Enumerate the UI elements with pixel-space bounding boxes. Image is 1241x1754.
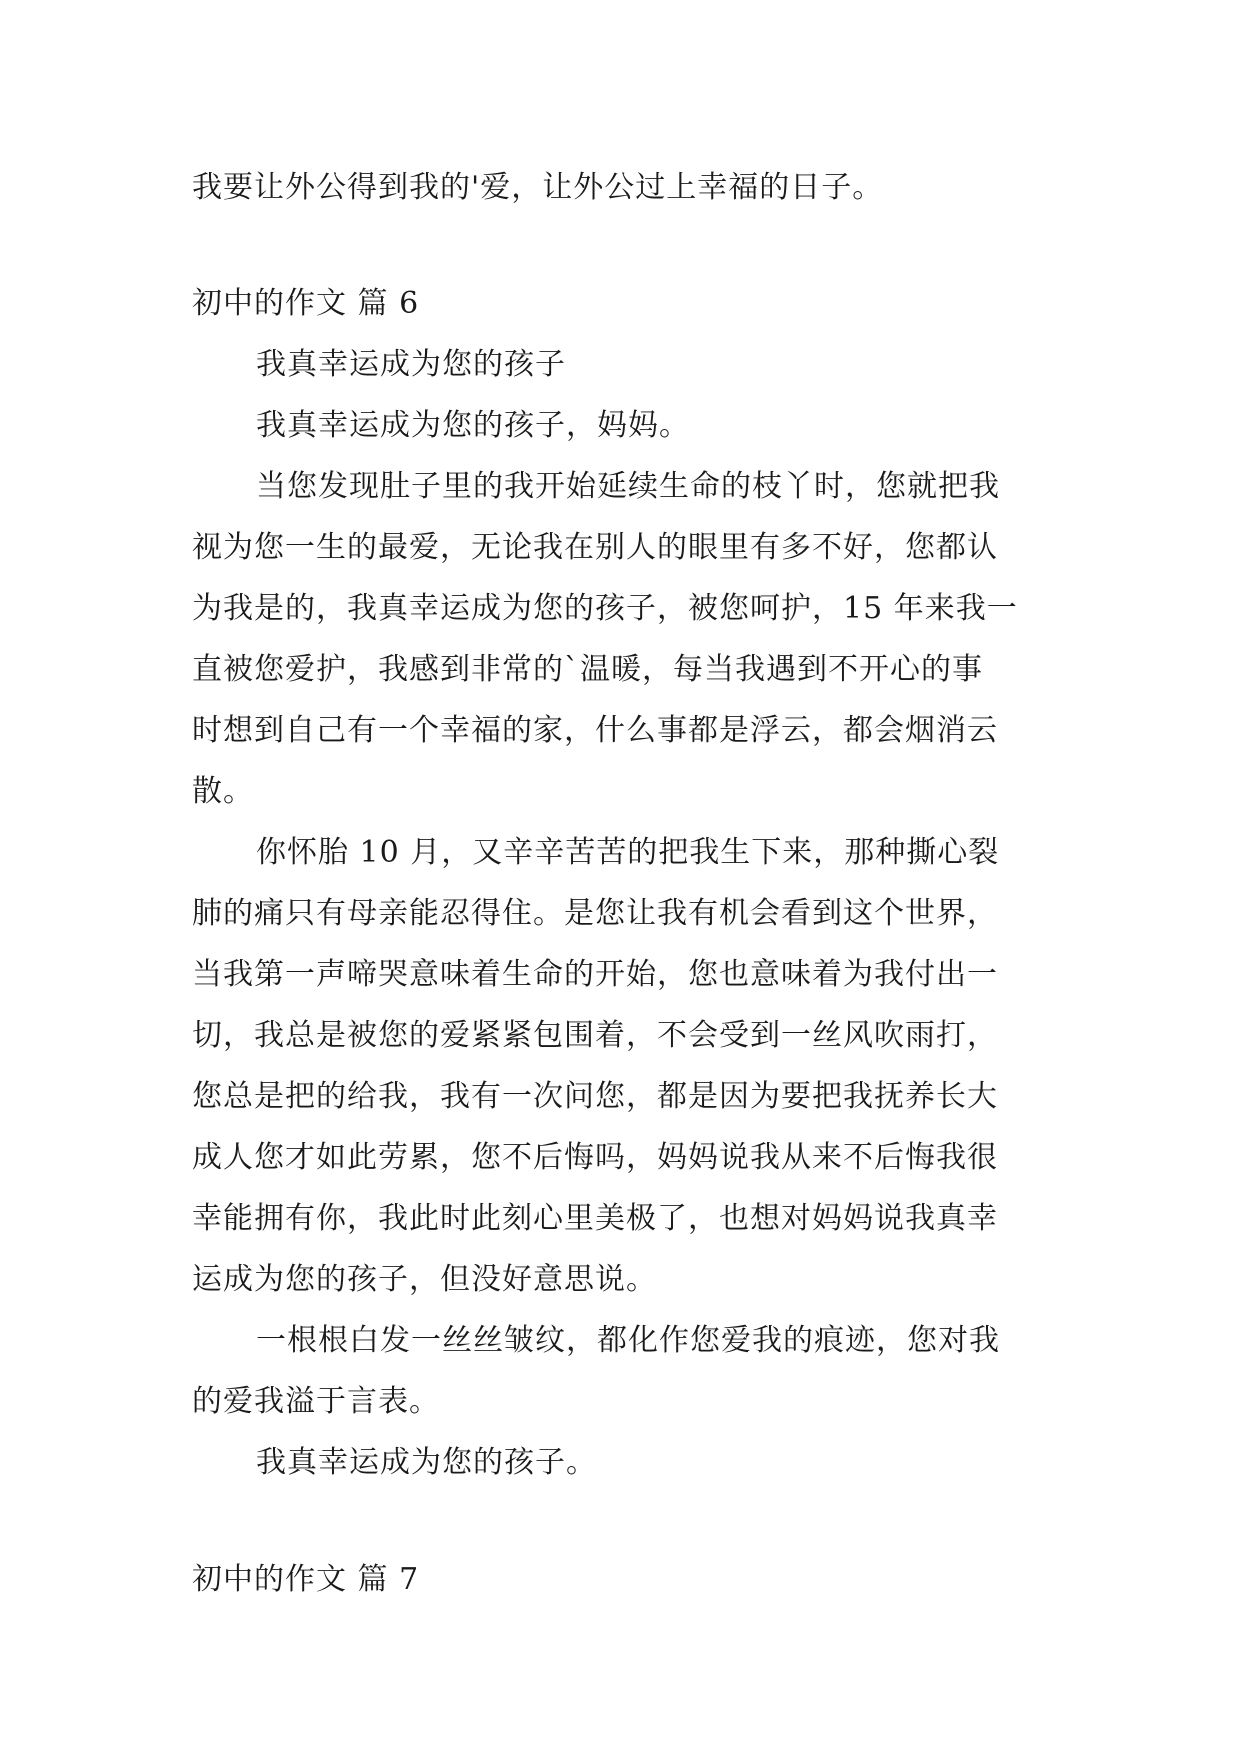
paragraph-1: 我真幸运成为您的孩子，妈妈。: [256, 408, 690, 443]
paragraph-3-line: 幸能拥有你，我此时此刻心里美极了，也想对妈妈说我真幸: [192, 1201, 998, 1236]
section-7-heading: 初中的作文 篇 7: [192, 1562, 420, 1597]
paragraph-2-line: 散。: [192, 774, 254, 809]
paragraph-3-line: 成人您才如此劳累，您不后悔吗，妈妈说我从来不后悔我很: [192, 1140, 998, 1175]
paragraph-2-line: 为我是的，我真幸运成为您的孩子，被您呵护，15 年来我一: [192, 591, 1018, 626]
paragraph-2-line: 视为您一生的最爱，无论我在别人的眼里有多不好，您都认: [192, 530, 998, 565]
paragraph-5: 我真幸运成为您的孩子。: [256, 1445, 597, 1480]
essay-title: 我真幸运成为您的孩子: [256, 347, 566, 382]
section-6-heading: 初中的作文 篇 6: [192, 286, 420, 321]
paragraph-4-line: 的爱我溢于言表。: [192, 1384, 440, 1419]
paragraph-intro-tail: 我要让外公得到我的'爱，让外公过上幸福的日子。: [192, 170, 884, 205]
paragraph-3-line: 肺的痛只有母亲能忍得住。是您让我有机会看到这个世界，: [192, 896, 998, 931]
paragraph-3-line: 运成为您的孩子，但没好意思说。: [192, 1262, 657, 1297]
paragraph-2-line: 直被您爱护，我感到非常的`温暖，每当我遇到不开心的事: [192, 652, 983, 687]
paragraph-3-line: 您总是把的给我，我有一次问您，都是因为要把我抚养长大: [192, 1079, 998, 1114]
paragraph-4-line: 一根根白发一丝丝皱纹，都化作您爱我的痕迹，您对我: [256, 1323, 1000, 1358]
paragraph-3-line: 你怀胎 10 月，又辛辛苦苦的把我生下来，那种撕心裂: [256, 835, 1000, 870]
paragraph-3-line: 当我第一声啼哭意味着生命的开始，您也意味着为我付出一: [192, 957, 998, 992]
paragraph-2-line: 当您发现肚子里的我开始延续生命的枝丫时，您就把我: [256, 469, 1000, 504]
paragraph-2-line: 时想到自己有一个幸福的家，什么事都是浮云，都会烟消云: [192, 713, 998, 748]
paragraph-3-line: 切，我总是被您的爱紧紧包围着，不会受到一丝风吹雨打，: [192, 1018, 998, 1053]
